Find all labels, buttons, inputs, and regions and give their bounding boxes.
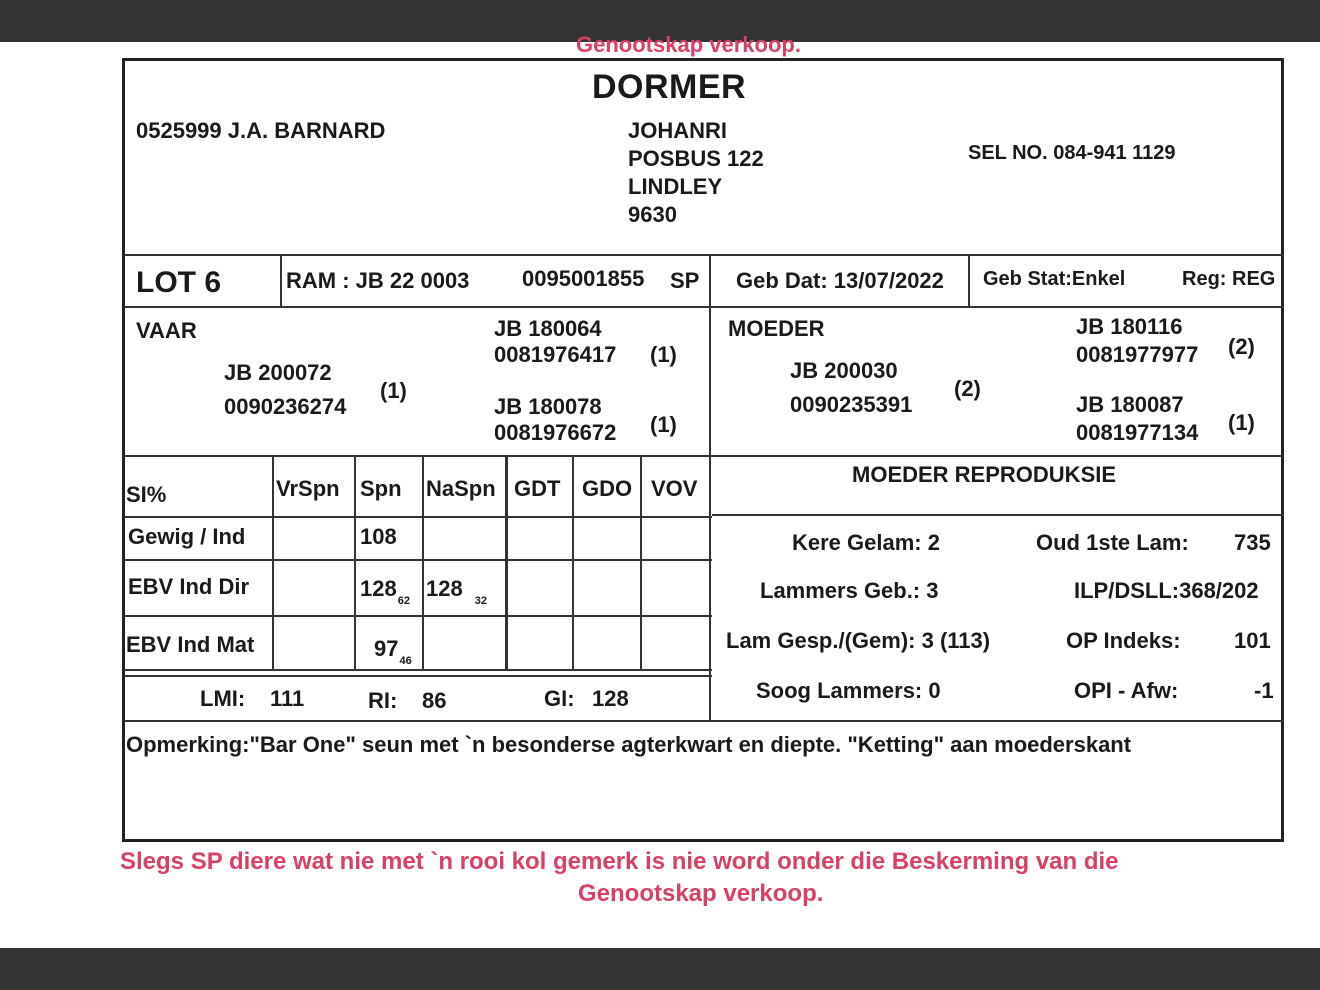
breed-title: DORMER (592, 68, 747, 106)
divider (124, 615, 712, 617)
divider (124, 720, 1284, 722)
divider (272, 457, 274, 669)
granddam-1-code: (2) (1228, 334, 1255, 359)
dam-id: JB 200030 (790, 358, 898, 383)
table-header-naspn: NaSpn (426, 476, 496, 501)
divider (280, 256, 282, 306)
repro-title: MOEDER REPRODUKSIE (852, 462, 1117, 487)
lmi-label: LMI: (200, 686, 246, 711)
divider (124, 559, 712, 561)
grandsire-1-number: 0081976417 (494, 342, 617, 367)
lmi-value: 111 (270, 686, 305, 711)
row-label-ebv-mat: EBV Ind Mat (126, 632, 255, 657)
birth-date: Geb Dat: 13/07/2022 (736, 268, 944, 293)
sp-badge: SP (670, 268, 700, 293)
ri-value: 86 (422, 688, 447, 713)
footer-notice-line-2: Genootskap verkoop. (578, 880, 824, 907)
breeder-id-name: 0525999 J.A. BARNARD (136, 118, 386, 143)
divider (124, 455, 1284, 457)
birth-status: Geb Stat:Enkel (983, 268, 1126, 290)
remark: Opmerking:"Bar One" seun met `n besonderse agterkwart en diepte. "Ketting" aan moederskant (126, 732, 1132, 757)
divider (505, 457, 508, 669)
divider (124, 516, 712, 518)
table-header-gdt: GDT (514, 476, 561, 501)
oud-value: 735 (1234, 530, 1271, 555)
grandsire-2-id: JB 180078 (494, 394, 602, 419)
divider (124, 675, 712, 677)
opi-value: -1 (1254, 678, 1274, 703)
divider (572, 457, 574, 669)
oud-label: Oud 1ste Lam: (1036, 530, 1189, 555)
sire-label: VAAR (136, 318, 197, 343)
op-label: OP Indeks: (1066, 628, 1181, 653)
ilp-dsll: ILP/DSLL:368/202 (1074, 578, 1259, 603)
soog-lammers: Soog Lammers: 0 (756, 678, 941, 703)
postal-code: 9630 (628, 202, 677, 227)
grandsire-2-code: (1) (650, 412, 677, 437)
registration: Reg: REG (1182, 268, 1276, 290)
divider (712, 514, 1284, 516)
divider (422, 457, 424, 669)
kere-gelam: Kere Gelam: 2 (792, 530, 940, 555)
granddam-1-id: JB 180116 (1076, 314, 1183, 339)
sire-number: 0090236274 (224, 394, 347, 419)
table-header-vov: VOV (651, 476, 698, 501)
granddam-2-code: (1) (1228, 410, 1255, 435)
gi-label: GI: (544, 686, 575, 711)
sire-id: JB 200072 (224, 360, 332, 385)
ebv-dir-naspn: 128 $_{32}$ (426, 576, 487, 607)
granddam-1-number: 0081977977 (1076, 342, 1199, 367)
divider (124, 669, 712, 671)
table-header-gdo: GDO (582, 476, 633, 501)
table-header-vrspn: VrSpn (276, 476, 340, 501)
table-header-si: SI% (126, 482, 167, 507)
divider (968, 256, 970, 306)
dam-label: MOEDER (728, 316, 825, 341)
granddam-2-id: JB 180087 (1076, 392, 1184, 417)
divider (709, 256, 711, 720)
footer-notice-line-1: Slegs SP diere wat nie met `n rooi kol gemerk is nie word onder die Beskerming van die (120, 848, 1119, 875)
address-line-1: POSBUS 122 (628, 146, 764, 171)
lammers-geb: Lammers Geb.: 3 (760, 578, 939, 603)
grandsire-1-code: (1) (650, 342, 677, 367)
ri-label: RI: (368, 688, 398, 713)
dam-number: 0090235391 (790, 392, 913, 417)
op-value: 101 (1234, 628, 1271, 653)
row-label-weight: Gewig / Ind (128, 524, 246, 549)
divider (354, 457, 356, 669)
table-header-spn: Spn (360, 476, 402, 501)
dam-code: (2) (954, 376, 981, 401)
animal-number: 0095001855 (522, 266, 645, 291)
gi-value: 128 (592, 686, 629, 711)
address-line-2: LINDLEY (628, 174, 723, 199)
grandsire-1-id: JB 180064 (494, 316, 602, 341)
sire-code: (1) (380, 378, 407, 403)
bottom-dark-bar (0, 948, 1320, 990)
phone-number: SEL NO. 084-941 1129 (968, 142, 1176, 164)
divider (640, 457, 642, 669)
ebv-mat-spn: $97_{46}$ (374, 636, 412, 667)
weight-spn: 108 (360, 524, 397, 549)
ram-id: RAM : JB 22 0003 (286, 268, 470, 293)
lot-number: LOT 6 (136, 266, 222, 299)
ebv-dir-spn: $128_{62}$ (360, 576, 410, 607)
row-label-ebv-dir: EBV Ind Dir (128, 574, 250, 599)
grandsire-2-number: 0081976672 (494, 420, 617, 445)
lam-gesp: Lam Gesp./(Gem): 3 (113) (726, 628, 991, 653)
divider (124, 306, 1284, 308)
granddam-2-number: 0081977134 (1076, 420, 1199, 445)
opi-label: OPI - Afw: (1074, 678, 1179, 703)
top-clipped-note: Genootskap verkoop. (576, 32, 801, 57)
farm-name: JOHANRI (628, 118, 728, 143)
divider (124, 254, 1284, 256)
